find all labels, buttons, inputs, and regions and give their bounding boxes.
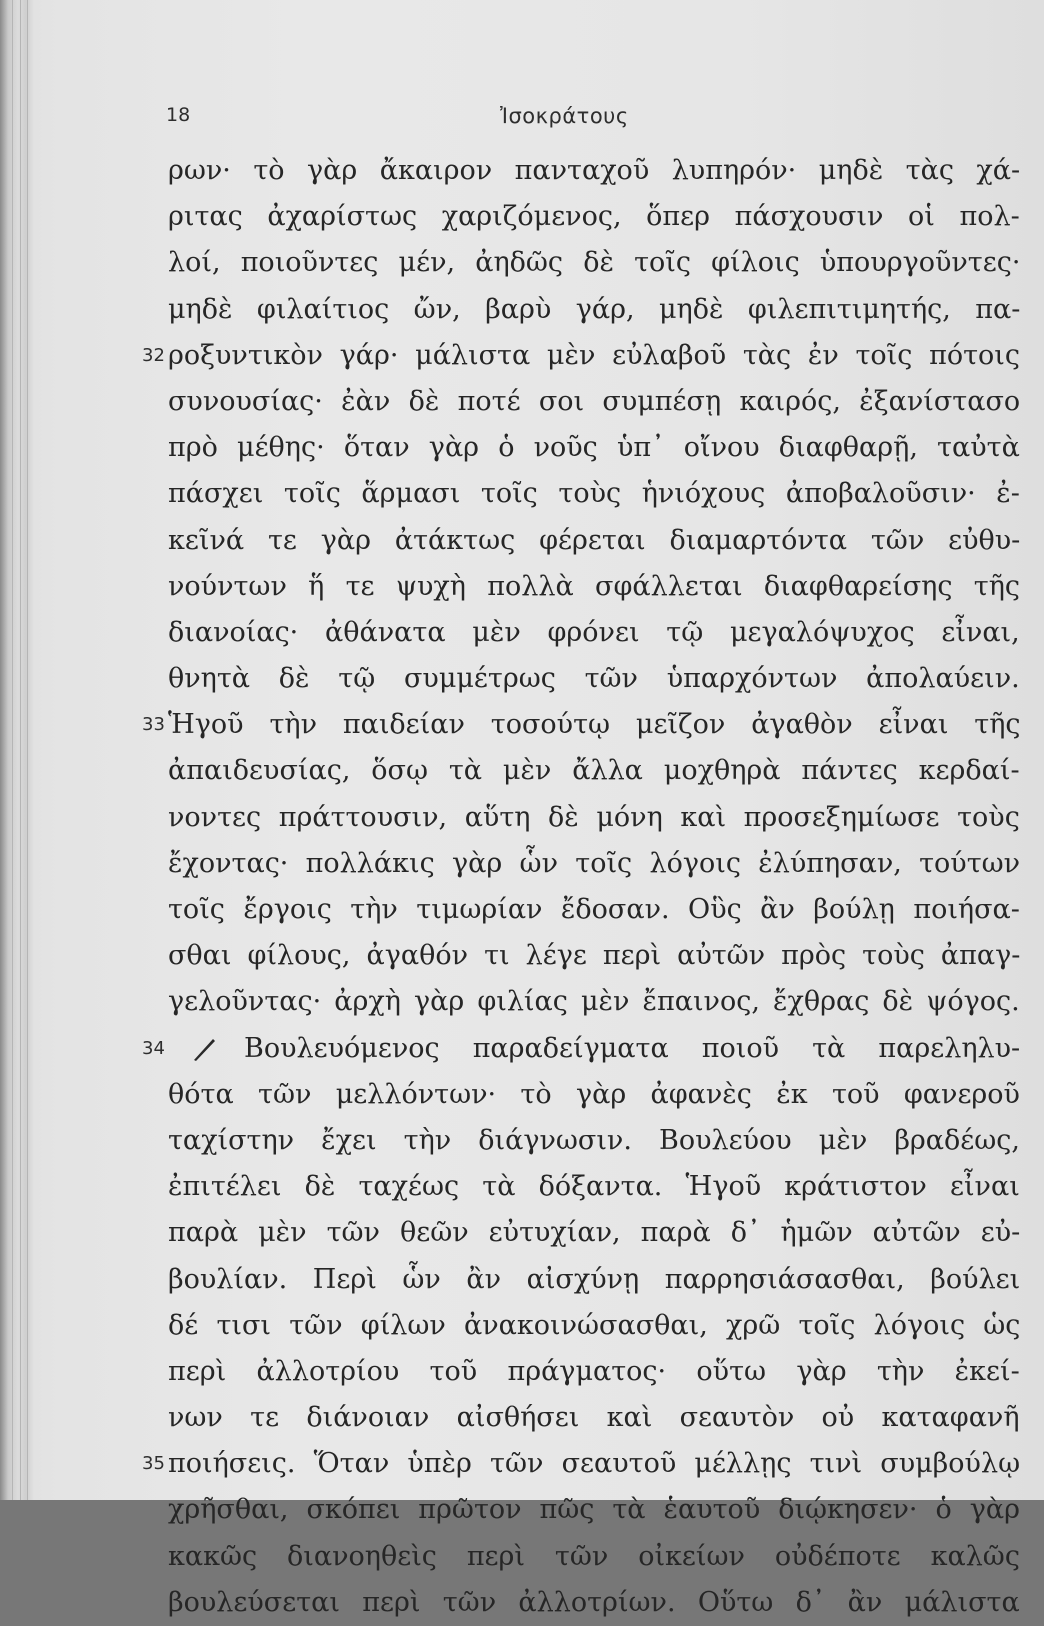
text-line bbox=[168, 148, 1020, 194]
text-line bbox=[168, 425, 1020, 471]
text-line bbox=[168, 656, 1020, 702]
line-text: νοντες πράττουσιν, αὕτη δὲ μόνη καὶ προσεξημίωσε τοὺς bbox=[168, 801, 1020, 833]
line-text: ροξυντικὸν γάρ· μάλιστα μὲν εὐλαβοῦ τὰς ἐν τοῖς πότοις bbox=[168, 339, 1020, 371]
text-line bbox=[168, 564, 1020, 610]
text-line bbox=[168, 1257, 1020, 1303]
line-text: ἀπαιδευσίας, ὅσῳ τὰ μὲν ἄλλα μοχθηρὰ πάντες κερδαί- bbox=[168, 755, 1020, 787]
line-text: ποιήσεις. Ὅταν ὑπὲρ τῶν σεαυτοῦ μέλλῃς τινὶ συμβούλῳ bbox=[168, 1448, 1021, 1480]
text-line bbox=[168, 518, 1020, 564]
line-text: βουλεύσεται περὶ τῶν ἀλλοτρίων. Οὕτω δ᾽ ἂν μάλιστα bbox=[168, 1586, 1020, 1618]
line-text: ρων· τὸ γὰρ ἄκαιρον πανταχοῦ λυπηρόν· μηδὲ τὰς χά- bbox=[168, 155, 1021, 186]
page-header bbox=[0, 104, 1044, 134]
line-text: θνητὰ δὲ τῷ συμμέτρως τῶν ὑπαρχόντων ἀπολαύειν. bbox=[168, 663, 1020, 695]
text-line bbox=[168, 795, 1020, 841]
text-line bbox=[168, 1303, 1020, 1349]
text-line bbox=[168, 1118, 1020, 1164]
text-line bbox=[168, 240, 1020, 286]
page-edge-line bbox=[27, 0, 28, 1500]
text-line bbox=[168, 841, 1020, 887]
line-text: κεῖνά τε γὰρ ἀτάκτως φέρεται διαμαρτόντα τῶν εὐθυ- bbox=[168, 524, 1021, 556]
section-number: 33 bbox=[142, 714, 165, 736]
text-line bbox=[168, 979, 1020, 1025]
line-text: χρῆσθαι, σκόπει πρῶτον πῶς τὰ ἑαυτοῦ διῴκησεν· ὁ γὰρ bbox=[168, 1494, 1020, 1526]
line-text: τοῖς ἔργοις τὴν τιμωρίαν ἔδοσαν. Οὓς ἂν βούλῃ ποιήσα- bbox=[168, 894, 1020, 925]
line-text: παρὰ μὲν τῶν θεῶν εὐτυχίαν, παρὰ δ᾽ ἡμῶν αὐτῶν εὐ- bbox=[168, 1217, 1021, 1249]
section-number: 32 bbox=[142, 344, 165, 366]
line-text: ριτας ἀχαρίστως χαριζόμενος, ὅπερ πάσχουσιν οἱ πολ- bbox=[168, 201, 1020, 233]
text-line bbox=[168, 287, 1020, 333]
pen-mark-icon bbox=[191, 1036, 217, 1062]
line-text: ἔχοντας· πολλάκις γὰρ ὧν τοῖς λόγοις ἐλύπησαν, τούτων bbox=[168, 847, 1021, 879]
line-text: Ἡγοῦ τὴν παιδείαν τοσούτῳ μεῖζον ἀγαθὸν εἶναι τῆς bbox=[168, 709, 1021, 741]
text-line bbox=[168, 1072, 1020, 1118]
text-line bbox=[142, 1026, 1021, 1072]
line-text: Βουλευόμενος παραδείγματα ποιοῦ τὰ παρεληλυ- bbox=[244, 1032, 1021, 1064]
text-line bbox=[168, 379, 1020, 425]
page-stack-edge bbox=[0, 0, 34, 1500]
line-text: πάσχει τοῖς ἅρμασι τοῖς τοὺς ἡνιόχους ἀποβαλοῦσιν· ἐ- bbox=[168, 478, 1020, 510]
line-text: δέ τισι τῶν φίλων ἀνακοινώσασθαι, χρῶ τοῖς λόγοις ὡς bbox=[168, 1309, 1021, 1341]
line-text: περὶ ἀλλοτρίου τοῦ πράγματος· οὕτω γὰρ τὴν ἐκεί- bbox=[168, 1355, 1020, 1387]
line-text: συνουσίας· ἐὰν δὲ ποτέ σοι συμπέσῃ καιρός, ἐξανίστασο bbox=[168, 385, 1021, 417]
line-text: μηδὲ φιλαίτιος ὤν, βαρὺ γάρ, μηδὲ φιλεπιτιμητής, πα- bbox=[168, 293, 1021, 325]
line-text: νων τε διάνοιαν αἰσθήσει καὶ σεαυτὸν οὐ καταφανῆ bbox=[168, 1402, 1020, 1434]
body-text bbox=[142, 148, 1021, 1626]
section-number: 34 bbox=[142, 1037, 165, 1059]
running-head: Ἰσοκράτους bbox=[500, 104, 629, 128]
text-line bbox=[168, 748, 1020, 794]
text-line bbox=[142, 333, 1020, 379]
line-text: νούντων ἥ τε ψυχὴ πολλὰ σφάλλεται διαφθαρείσης τῆς bbox=[168, 570, 1021, 602]
text-line bbox=[168, 933, 1020, 979]
page-edge-line bbox=[12, 0, 13, 1500]
line-text: ἐπιτέλει δὲ ταχέως τὰ δόξαντα. Ἡγοῦ κράτιστον εἶναι bbox=[168, 1171, 1020, 1203]
page-edge-line bbox=[20, 0, 21, 1500]
text-line bbox=[168, 1349, 1020, 1395]
line-text: διανοίας· ἀθάνατα μὲν φρόνει τῷ μεγαλόψυχος εἶναι, bbox=[168, 616, 1020, 648]
text-line bbox=[168, 194, 1020, 240]
line-text: λοί, ποιοῦντες μέν, ἀηδῶς δὲ τοῖς φίλοις ὑπουργοῦντες· bbox=[168, 247, 1021, 279]
text-line bbox=[168, 1580, 1020, 1626]
text-line bbox=[168, 887, 1020, 933]
line-text: θότα τῶν μελλόντων· τὸ γὰρ ἀφανὲς ἐκ τοῦ φανεροῦ bbox=[168, 1078, 1020, 1110]
text-line bbox=[168, 1395, 1020, 1441]
text-line bbox=[142, 702, 1021, 748]
line-text: κακῶς διανοηθεὶς περὶ τῶν οἰκείων οὐδέποτε καλῶς bbox=[168, 1540, 1020, 1572]
line-text: πρὸ μέθης· ὅταν γὰρ ὁ νοῦς ὑπ᾽ οἴνου διαφθαρῇ, ταὐτὰ bbox=[168, 432, 1020, 464]
text-line bbox=[168, 1534, 1020, 1580]
line-text: ταχίστην ἔχει τὴν διάγνωσιν. Βουλεύου μὲν βραδέως, bbox=[168, 1124, 1020, 1156]
line-text: σθαι φίλους, ἀγαθόν τι λέγε περὶ αὐτῶν πρὸς τοὺς ἀπαγ- bbox=[168, 940, 1021, 972]
text-line bbox=[168, 610, 1020, 656]
text-line bbox=[168, 1164, 1020, 1210]
text-line bbox=[168, 1210, 1020, 1256]
text-line bbox=[142, 1441, 1021, 1487]
page-number: 18 bbox=[166, 104, 191, 126]
section-number: 35 bbox=[142, 1453, 165, 1475]
text-line bbox=[168, 471, 1020, 517]
text-line bbox=[168, 1487, 1020, 1533]
line-text: βουλίαν. Περὶ ὧν ἂν αἰσχύνῃ παρρησιάσασθαι, βούλει bbox=[168, 1263, 1021, 1295]
line-text: γελοῦντας· ἀρχὴ γὰρ φιλίας μὲν ἔπαινος, ἔχθρας δὲ ψόγος. bbox=[168, 986, 1020, 1018]
